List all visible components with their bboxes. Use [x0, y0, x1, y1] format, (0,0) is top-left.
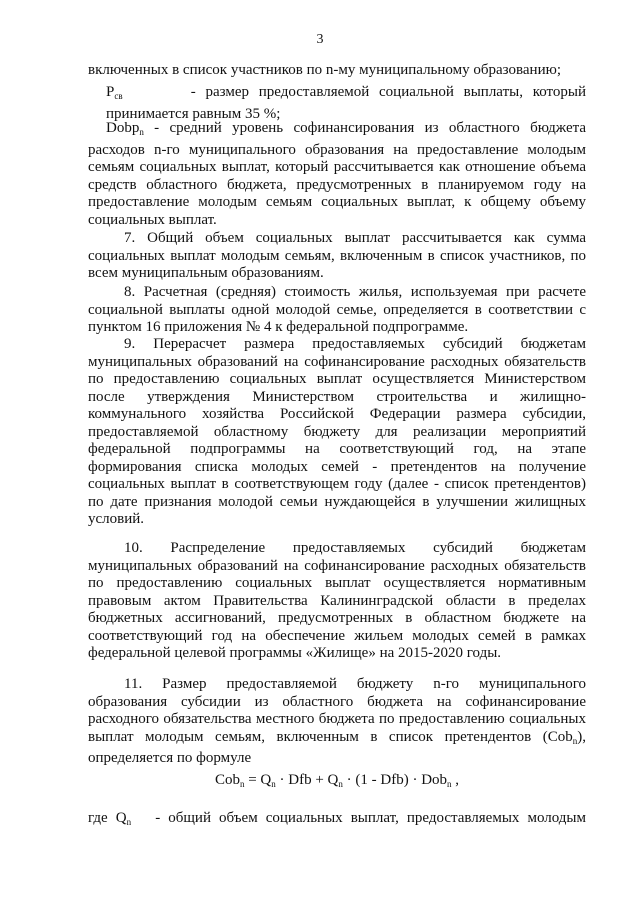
definition-dobpn — [88, 120, 586, 229]
paragraph-7: 7. Общий объем социальных выплат рассчитывается как сумма социальных выплат молодым семьям, включенным в список участников, по всем муниципальным образованиям. — [88, 230, 586, 281]
term-dobpn: Dobp$_n$ — [106, 120, 144, 137]
page-number: 3 — [316, 32, 324, 47]
definition-p-sv — [106, 84, 586, 123]
definition-qn: где $Q_n$ - общий объем социальных выплат, предоставляемых молодым — [88, 810, 587, 827]
paragraph-11 — [88, 676, 586, 768]
formula: $Cob_n = Q_n$ · Dfb + $Q_n \cdot (1 - Dfb) \cdot Dob_n$ , — [214, 772, 460, 789]
paragraph-8: 8. Расчетная (средняя) стоимость жилья, используемая при расчете социальной выплаты одной молодой семье, определяется в соответствии с пунктом 16 приложения № 4 к федеральной подпрограмме. — [88, 284, 586, 335]
definition-text-p-sv: - размер предоставляемой социальной выплаты, который принимается равным 35 %; — [106, 84, 586, 122]
paragraph-11-text: 11. Размер предоставляемой бюджету n-го муниципального образования субсидии из областного бюджета на софинансирование расходного обязательства местного бюджета по предоставлению социальных выплат молодым семьям, включенным в список претендентов (Cob$_n$), определяется по формуле — [88, 676, 586, 766]
definition-text-dobpn: - средний уровень софинансирования из областного бюджета расходов n-го муниципального образования на предоставление молодым семьям социальных выплат, который рассчитывается как отношение объема средств областного бюджета, предусмотренных в планируемом году на предоставление молодым семьям социальных выплат, к общему объему социальных выплат. — [88, 120, 587, 228]
paragraph-continuation: включенных в список участников по n-му муниципальному образованию; — [88, 62, 561, 78]
paragraph-10: 10. Распределение предоставляемых субсидий бюджетам муниципальных образований на софинансирование расходных обязательств по предоставлению социальных выплат осуществляется нормативным правовым актом Правительства Калининградской области в пределах бюджетных ассигнований, предусмотренных в областном бюджете на соответствующий год на обеспечение жильем молодых семей в рамках федеральной целевой программы «Жилище» на 2015-2020 годы. — [88, 540, 586, 661]
term-p-sv: $P_{св}$ — [106, 84, 123, 101]
paragraph-9: 9. Перерасчет размера предоставляемых субсидий бюджетам муниципальных образований на софинансирование расходных обязательств по предоставлению социальных выплат осуществляется Министерством после утверждения Министерством строительства и жилищно-коммунального хозяйства Российской Федерации размера субсидии, предоставляемой областному бюджету для реализации мероприятий федеральной подпрограммы на соответствующий год, на этапе формирования списка молодых семей - претендентов на получение социальных выплат в соответствующем году (далее - список претендентов) по дате признания молодой семьи нуждающейся в улучшении жилищных условий. — [88, 336, 586, 527]
